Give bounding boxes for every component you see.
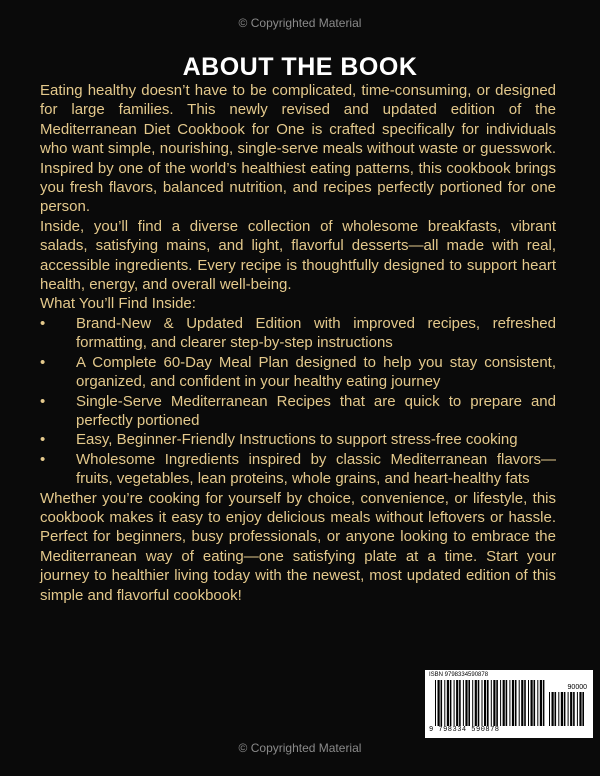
bullet-marker: • [40, 314, 46, 332]
barcode-addon-bars [549, 692, 587, 726]
closing-paragraph: Whether you’re cooking for yourself by choice, convenience, or lifestyle, this cookbook makes it easy to enjoy delicious meals without leftovers or hassle. Perfect for beginners, busy professionals, or anyone looking to embrace the Mediterranean way of eating—one satisfying plate at a time. Start your journey to healthier living today with the newest, most updated edition of this simple and flavorful cookbook! [40, 489, 556, 604]
barcode-bar [493, 680, 495, 726]
barcode-bar [441, 680, 443, 726]
barcode-bar [564, 692, 566, 726]
barcode-bar [573, 692, 575, 726]
barcode-bar [472, 680, 473, 726]
barcode-bar [540, 680, 542, 726]
barcode-bar [582, 692, 584, 726]
barcode-bar [435, 680, 436, 726]
barcode-bar [482, 680, 483, 726]
page-title: ABOUT THE BOOK [182, 53, 418, 81]
barcode-bar [570, 692, 572, 726]
barcode-bar [444, 680, 445, 726]
barcode-bar [509, 680, 510, 726]
list-item-text: Wholesome Ingredients inspired by classic Mediterranean flavors—fruits, vegetables, lean proteins, whole grains, and heart-healthy fats [76, 450, 556, 488]
isbn-digits: 9 798334 590878 [429, 726, 500, 734]
list-item-text: Brand-New & Updated Edition with improved recipes, refreshed formatting, and clearer step-by-step instructions [76, 314, 556, 352]
barcode-bar [555, 692, 557, 726]
barcode-bar [534, 680, 536, 726]
barcode-bar [528, 680, 529, 726]
barcode-bar [519, 680, 520, 726]
price-code: 90000 [567, 684, 587, 691]
barcode-bar [478, 680, 480, 726]
list-item [40, 314, 556, 353]
isbn-barcode [425, 670, 593, 738]
barcode-bar [465, 680, 467, 726]
barcode-bar [503, 680, 505, 726]
barcode-bar [468, 680, 470, 726]
list-item-text: Easy, Beginner-Friendly Instructions to support stress-free cooking [76, 431, 518, 449]
barcode-bar [549, 692, 550, 726]
barcode-bar [561, 692, 563, 726]
find-inside-heading: What You’ll Find Inside: [40, 295, 196, 313]
inside-paragraph: Inside, you’ll find a diverse collection of wholesome breakfasts, vibrant salads, satisfying mains, and light, flavorful desserts—all made with real, accessible ingredients. Every recipe is thoughtfully designed to support heart health, energy, and overall well-being. [40, 217, 556, 294]
barcode-bar [558, 692, 559, 726]
intro-paragraph: Eating healthy doesn’t have to be complicated, time-consuming, or designed for large families. This newly revised and updated edition of the Mediterranean Diet Cookbook for One is crafted specifically for individuals who want simple, nourishing, single-serve meals without waste or guesswork. Inspired by one of the world’s healthiest eating patterns, this cookbook brings you fresh flavors, balanced nutrition, and recipes perfectly portioned for one person. [40, 82, 556, 216]
barcode-bar [568, 692, 569, 726]
barcode-bar [447, 680, 449, 726]
barcode-bar [537, 680, 538, 726]
barcode-bar [506, 680, 508, 726]
barcode-bar [496, 680, 498, 726]
list-item-text: A Complete 60-Day Meal Plan designed to help you stay consistent, organized, and confident in your healthy eating journey [76, 353, 556, 391]
barcode-bar [543, 680, 545, 726]
copyright-watermark-bottom: © Copyrighted Material [238, 741, 362, 755]
barcode-bar [500, 680, 501, 726]
barcode-bar [438, 680, 440, 726]
barcode-bar [515, 680, 517, 726]
barcode-bar [456, 680, 458, 726]
barcode-bar [512, 680, 514, 726]
copyright-watermark-top: © Copyrighted Material [238, 16, 362, 30]
list-item [40, 450, 556, 489]
list-item [40, 353, 556, 392]
barcode-bar [475, 680, 477, 726]
barcode-bar [463, 680, 464, 726]
bullet-marker: • [40, 450, 46, 468]
bullet-marker: • [40, 392, 46, 410]
barcode-bar [491, 680, 492, 726]
barcode-bar [487, 680, 489, 726]
list-item [40, 392, 556, 431]
barcode-bar [484, 680, 486, 726]
barcode-bar [577, 692, 578, 726]
barcode-bar [450, 680, 452, 726]
list-item [40, 430, 556, 449]
barcode-bar [552, 692, 554, 726]
list-item-text: Single-Serve Mediterranean Recipes that are quick to prepare and perfectly portioned [76, 392, 556, 429]
barcode-bar [454, 680, 455, 726]
bullet-marker: • [40, 353, 46, 371]
barcode-bar [531, 680, 533, 726]
isbn-label: ISBN 9798334590878 [429, 672, 489, 678]
barcode-bar [521, 680, 523, 726]
barcode-bars [435, 680, 545, 726]
book-description [40, 81, 556, 605]
barcode-bar [459, 680, 461, 726]
bullet-marker: • [40, 431, 46, 449]
barcode-bar [579, 692, 581, 726]
barcode-bar [524, 680, 526, 726]
